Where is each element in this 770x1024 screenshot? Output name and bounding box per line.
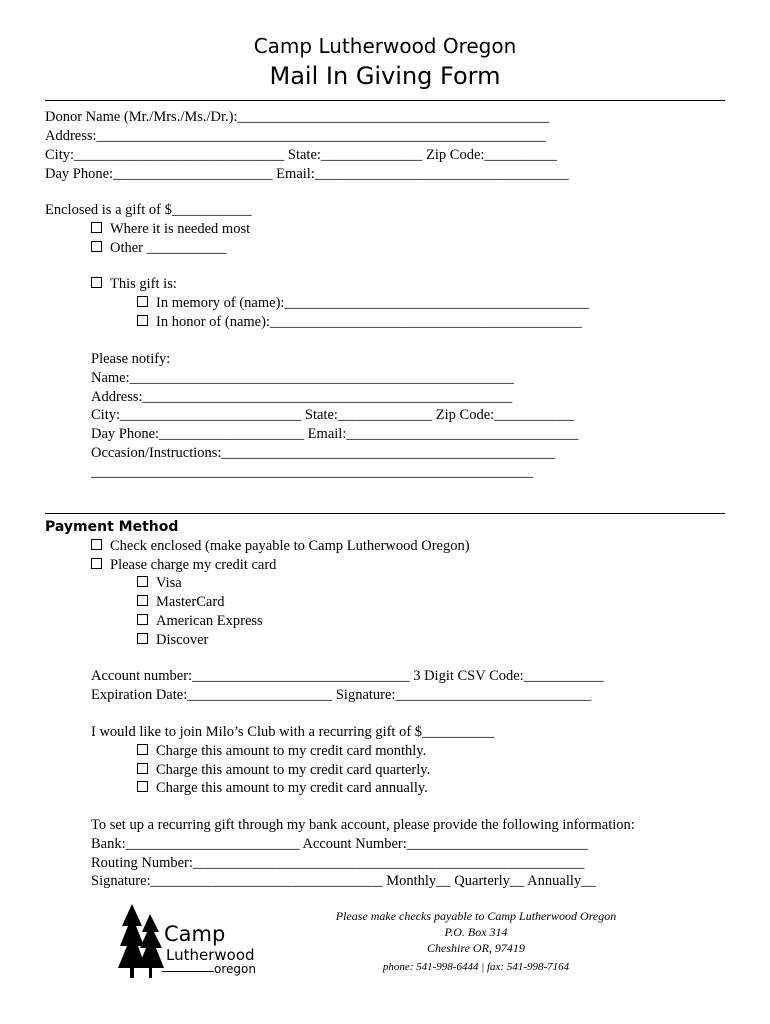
visa-option[interactable]: Visa <box>137 575 182 592</box>
po-box: P.O. Box 314 <box>444 925 508 939</box>
form-title: Mail In Giving Form <box>269 62 501 90</box>
checkbox[interactable] <box>137 781 148 792</box>
amex-option[interactable]: American Express <box>137 613 263 630</box>
occasion-extra-line[interactable]: _____________________________________________________________ <box>91 464 534 480</box>
account-number-field[interactable]: Account number:______________________________ 3 Digit CSV Code:___________ <box>91 668 604 684</box>
donor-name-field[interactable]: Donor Name (Mr./Mrs./Ms./Dr.):___________________________________________ <box>45 109 550 125</box>
in-memory-option[interactable]: In memory of (name):__________________________________________ <box>137 295 589 312</box>
discover-option[interactable]: Discover <box>137 632 208 649</box>
routing-number-field[interactable]: Routing Number:______________________________________________________ <box>91 855 585 871</box>
occasion-field[interactable]: Occasion/Instructions:______________________________________________ <box>91 445 555 461</box>
donor-address-field[interactable]: Address:______________________________________________________________ <box>45 128 547 144</box>
in-honor-option[interactable]: In honor of (name):___________________________________________ <box>137 314 582 331</box>
org-title: Camp Lutherwood Oregon <box>253 34 517 58</box>
this-gift-is-option[interactable]: This gift is: <box>91 276 177 293</box>
payment-divider <box>45 513 725 514</box>
header-divider <box>45 100 725 101</box>
notify-name-field[interactable]: Name:_____________________________________________________ <box>91 370 514 386</box>
logo-oregon-text: oregon <box>214 962 256 976</box>
notify-address-field[interactable]: Address:___________________________________________________ <box>91 389 513 405</box>
payment-heading: Payment Method <box>45 519 179 535</box>
quarterly-option[interactable]: Charge this amount to my credit card quarterly. <box>137 762 430 779</box>
other-option[interactable]: Other ___________ <box>91 240 226 257</box>
logo-lutherwood-text: Lutherwood <box>166 946 255 964</box>
notify-heading: Please notify: <box>91 351 171 367</box>
checkbox[interactable] <box>91 539 102 550</box>
expiration-signature-field[interactable]: Expiration Date:____________________ Signature:___________________________ <box>91 687 592 703</box>
checkbox[interactable] <box>137 614 148 625</box>
checkbox[interactable] <box>91 277 102 288</box>
bank-account-field[interactable]: Bank:________________________ Account Number:_________________________ <box>91 836 589 852</box>
checkbox[interactable] <box>91 558 102 569</box>
bank-signature-field[interactable]: Signature:________________________________ Monthly__ Quarterly__ Annually__ <box>91 873 596 889</box>
city-zip: Cheshire OR, 97419 <box>427 941 525 955</box>
contact-info: phone: 541-998-6444 | fax: 541-998-7164 <box>382 961 570 973</box>
donor-phone-email-field[interactable]: Day Phone:______________________ Email:___________________________________ <box>45 166 569 182</box>
pine-trees-icon <box>118 902 166 980</box>
checkbox[interactable] <box>91 241 102 252</box>
annually-option[interactable]: Charge this amount to my credit card annually. <box>137 780 428 797</box>
mastercard-option[interactable]: MasterCard <box>137 594 224 611</box>
check-option[interactable]: Check enclosed (make payable to Camp Lutherwood Oregon) <box>91 538 470 555</box>
checkbox[interactable] <box>137 744 148 755</box>
notify-phone-email-field[interactable]: Day Phone:____________________ Email:________________________________ <box>91 426 579 442</box>
checkbox[interactable] <box>137 576 148 587</box>
checkbox[interactable] <box>137 763 148 774</box>
monthly-option[interactable]: Charge this amount to my credit card monthly. <box>137 743 426 760</box>
gift-amount-field[interactable]: Enclosed is a gift of $___________ <box>45 202 252 218</box>
milos-club-field[interactable]: I would like to join Milo’s Club with a recurring gift of $__________ <box>91 724 495 740</box>
charge-card-option[interactable]: Please charge my credit card <box>91 557 276 574</box>
checkbox[interactable] <box>137 315 148 326</box>
donor-city-state-zip-field[interactable]: City:_____________________________ State:______________ Zip Code:__________ <box>45 147 557 163</box>
checkbox[interactable] <box>137 633 148 644</box>
payable-note: Please make checks payable to Camp Lutherwood Oregon <box>335 909 617 923</box>
logo-camp-text: Camp <box>164 922 226 946</box>
checkbox[interactable] <box>137 296 148 307</box>
camp-lutherwood-logo <box>118 902 268 982</box>
bank-intro: To set up a recurring gift through my bank account, please provide the following information: <box>91 817 635 833</box>
logo-swoosh <box>162 971 214 972</box>
notify-city-state-zip-field[interactable]: City:_________________________ State:_____________ Zip Code:___________ <box>91 407 574 423</box>
checkbox[interactable] <box>91 222 102 233</box>
checkbox[interactable] <box>137 595 148 606</box>
where-needed-option[interactable]: Where it is needed most <box>91 221 250 238</box>
